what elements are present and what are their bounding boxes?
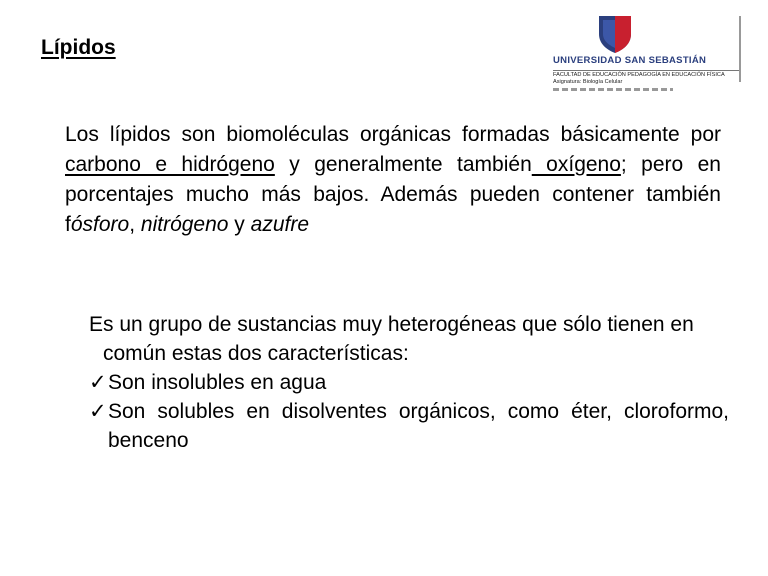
- italic-term: ósforo: [70, 213, 130, 236]
- italic-term: azufre: [250, 213, 310, 236]
- list-item-text: Son solubles en disolventes orgánicos, como éter, cloroformo, benceno: [108, 400, 729, 452]
- list-item-text: Son insolubles en agua: [108, 371, 327, 394]
- university-logo: [553, 14, 741, 84]
- slide-title: Lípidos: [41, 36, 116, 59]
- characteristics-block: [89, 310, 729, 455]
- subject-name: Asignatura: Biología Celular: [553, 79, 623, 85]
- text-run: ,: [129, 213, 141, 236]
- faculty-name: FACULTAD DE EDUCACIÓN PEDAGOGÍA EN EDUCACIÓN FÍSICA: [553, 70, 741, 78]
- university-shield-icon: [597, 14, 633, 54]
- underlined-term: oxígeno: [531, 153, 621, 176]
- characteristics-lead: Es un grupo de sustancias muy heterogéneas que sólo tienen en común estas dos características:: [89, 313, 694, 365]
- cropped-text-line: [553, 88, 673, 91]
- text-run: y: [228, 213, 251, 236]
- list-item: [89, 397, 729, 455]
- checkmark-icon: ✓: [89, 400, 107, 423]
- italic-term: nitrógeno: [140, 213, 229, 236]
- text-run: y generalmente también: [274, 153, 532, 176]
- checkmark-icon: ✓: [89, 371, 107, 394]
- text-run: Los lípidos son biomoléculas orgánicas formadas básicamente por: [65, 123, 721, 146]
- text-run: ; pero en porcentajes mucho más bajos. Además pueden contener también f: [65, 153, 721, 236]
- underlined-term: carbono e hidrógeno: [65, 153, 275, 176]
- definition-paragraph: [65, 120, 721, 240]
- list-item: [89, 368, 729, 397]
- university-name: UNIVERSIDAD SAN SEBASTIÁN: [553, 55, 707, 66]
- header-divider: [739, 16, 741, 82]
